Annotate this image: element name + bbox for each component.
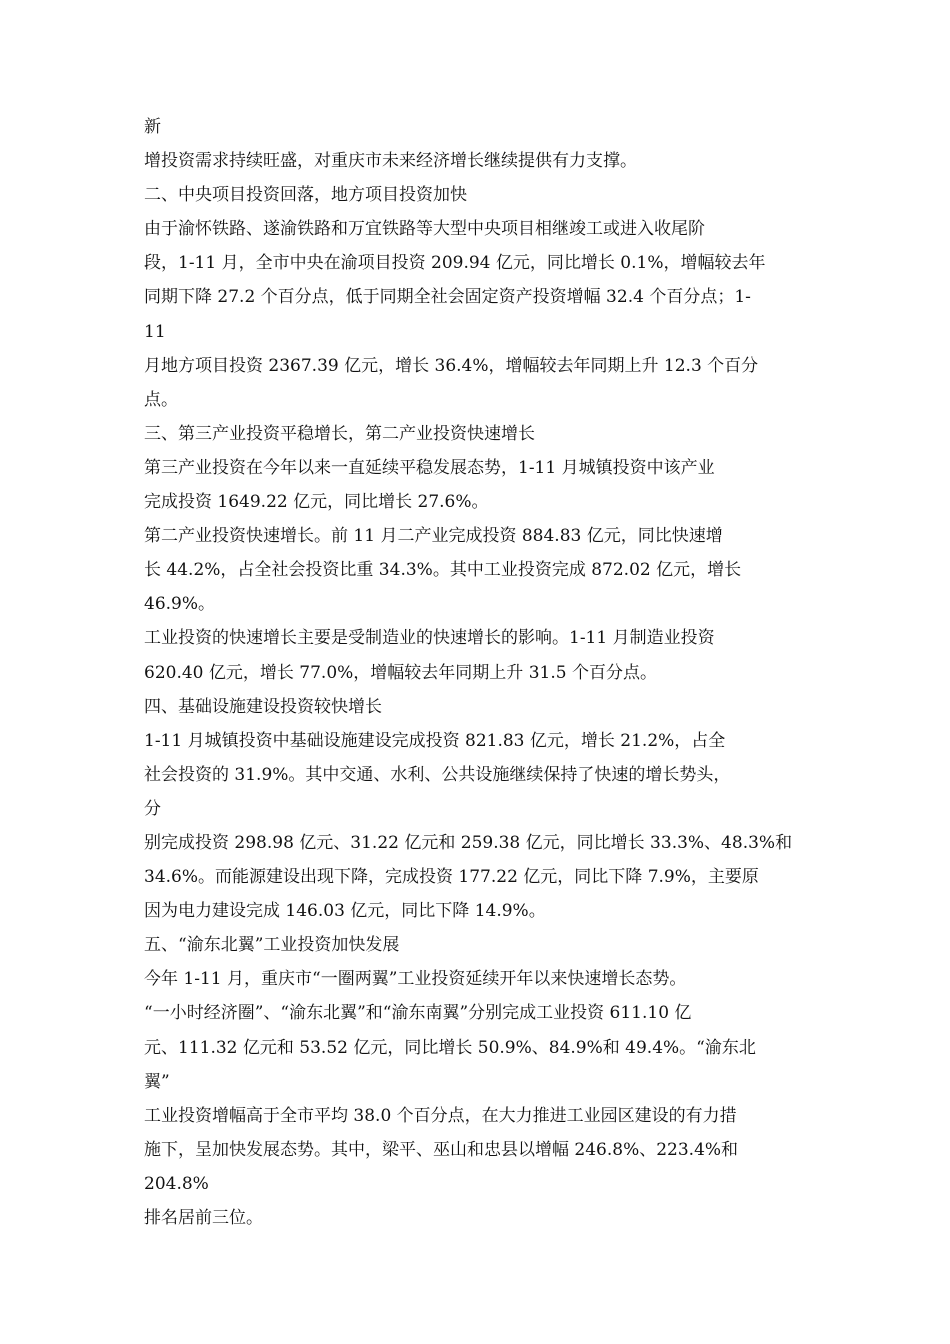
text-line: 施下，呈加快发展态势。其中，梁平、巫山和忠县以增幅 246.8%、223.4%和 [144, 1139, 739, 1160]
text-line: 46.9%。 [144, 594, 216, 615]
text-line: 别完成投资 298.98 亿元、31.22 亿元和 259.38 亿元，同比增长 33.3%、48.3%和 [144, 832, 793, 853]
text-line: 第二产业投资快速增长。前 11 月二产业完成投资 884.83 亿元，同比快速增 [144, 526, 723, 547]
text-line: 排名居前三位。 [144, 1208, 263, 1228]
text-line: 今年 1-11 月，重庆市“一圈两翼”工业投资延续开年以来快速增长态势。 [144, 969, 687, 990]
text-line: 段，1-11 月，全市中央在渝项目投资 209.94 亿元，同比增长 0.1%，增幅较去年 [144, 253, 766, 274]
text-line: 完成投资 1649.22 亿元，同比增长 27.6%。 [144, 492, 489, 513]
text-line: 1-11 月城镇投资中基础设施建设完成投资 821.83 亿元，增长 21.2%，占全 [144, 730, 726, 751]
section-heading: 四、基础设施建设投资较快增长 [144, 696, 382, 717]
text-line: 因为电力建设完成 146.03 亿元，同比下降 14.9%。 [144, 901, 546, 922]
text-line: 由于渝怀铁路、遂渝铁路和万宜铁路等大型中央项目相继竣工或进入收尾阶 [144, 219, 705, 240]
text-line: 元、111.32 亿元和 53.52 亿元，同比增长 50.9%、84.9%和 49.4%。“渝东北 [144, 1037, 756, 1058]
text-line: 第三产业投资在今年以来一直延续平稳发展态势，1-11 月城镇投资中该产业 [144, 457, 715, 478]
text-line: 社会投资的 31.9%。其中交通、水利、公共设施继续保持了快速的增长势头， [144, 764, 731, 785]
text-line: “一小时经济圈”、“渝东北翼”和“渝东南翼”分别完成工业投资 611.10 亿 [144, 1003, 692, 1024]
text-line: 工业投资的快速增长主要是受制造业的快速增长的影响。1-11 月制造业投资 [144, 628, 715, 649]
text-line: 长 44.2%，占全社会投资比重 34.3%。其中工业投资完成 872.02 亿元，增长 [144, 560, 742, 581]
text-line: 620.40 亿元，增长 77.0%，增幅较去年同期上升 31.5 个百分点。 [144, 662, 657, 683]
text-line: 月地方项目投资 2367.39 亿元，增长 36.4%，增幅较去年同期上升 12.3 个百分 [144, 355, 759, 376]
text-line: 204.8% [144, 1173, 209, 1194]
section-heading: 二、中央项目投资回落，地方项目投资加快 [144, 185, 467, 206]
text-line: 同期下降 27.2 个百分点，低于同期全社会固定资产投资增幅 32.4 个百分点；1- [144, 287, 751, 308]
text-line: 新 [144, 117, 161, 137]
text-line: 工业投资增幅高于全市平均 38.0 个百分点，在大力推进工业园区建设的有力措 [144, 1105, 737, 1126]
text-line: 增投资需求持续旺盛，对重庆市未来经济增长继续提供有力支撑。 [144, 151, 637, 172]
document-body [144, 110, 824, 1235]
section-heading: 五、“渝东北翼”工业投资加快发展 [144, 935, 400, 956]
text-line: 11 [144, 321, 166, 342]
text-line: 点。 [144, 389, 178, 410]
text-line: 34.6%。而能源建设出现下降，完成投资 177.22 亿元，同比下降 7.9%，主要原 [144, 867, 759, 888]
text-line: 翼” [144, 1071, 170, 1092]
text-line: 分 [144, 798, 161, 819]
section-heading: 三、第三产业投资平稳增长，第二产业投资快速增长 [144, 423, 535, 444]
